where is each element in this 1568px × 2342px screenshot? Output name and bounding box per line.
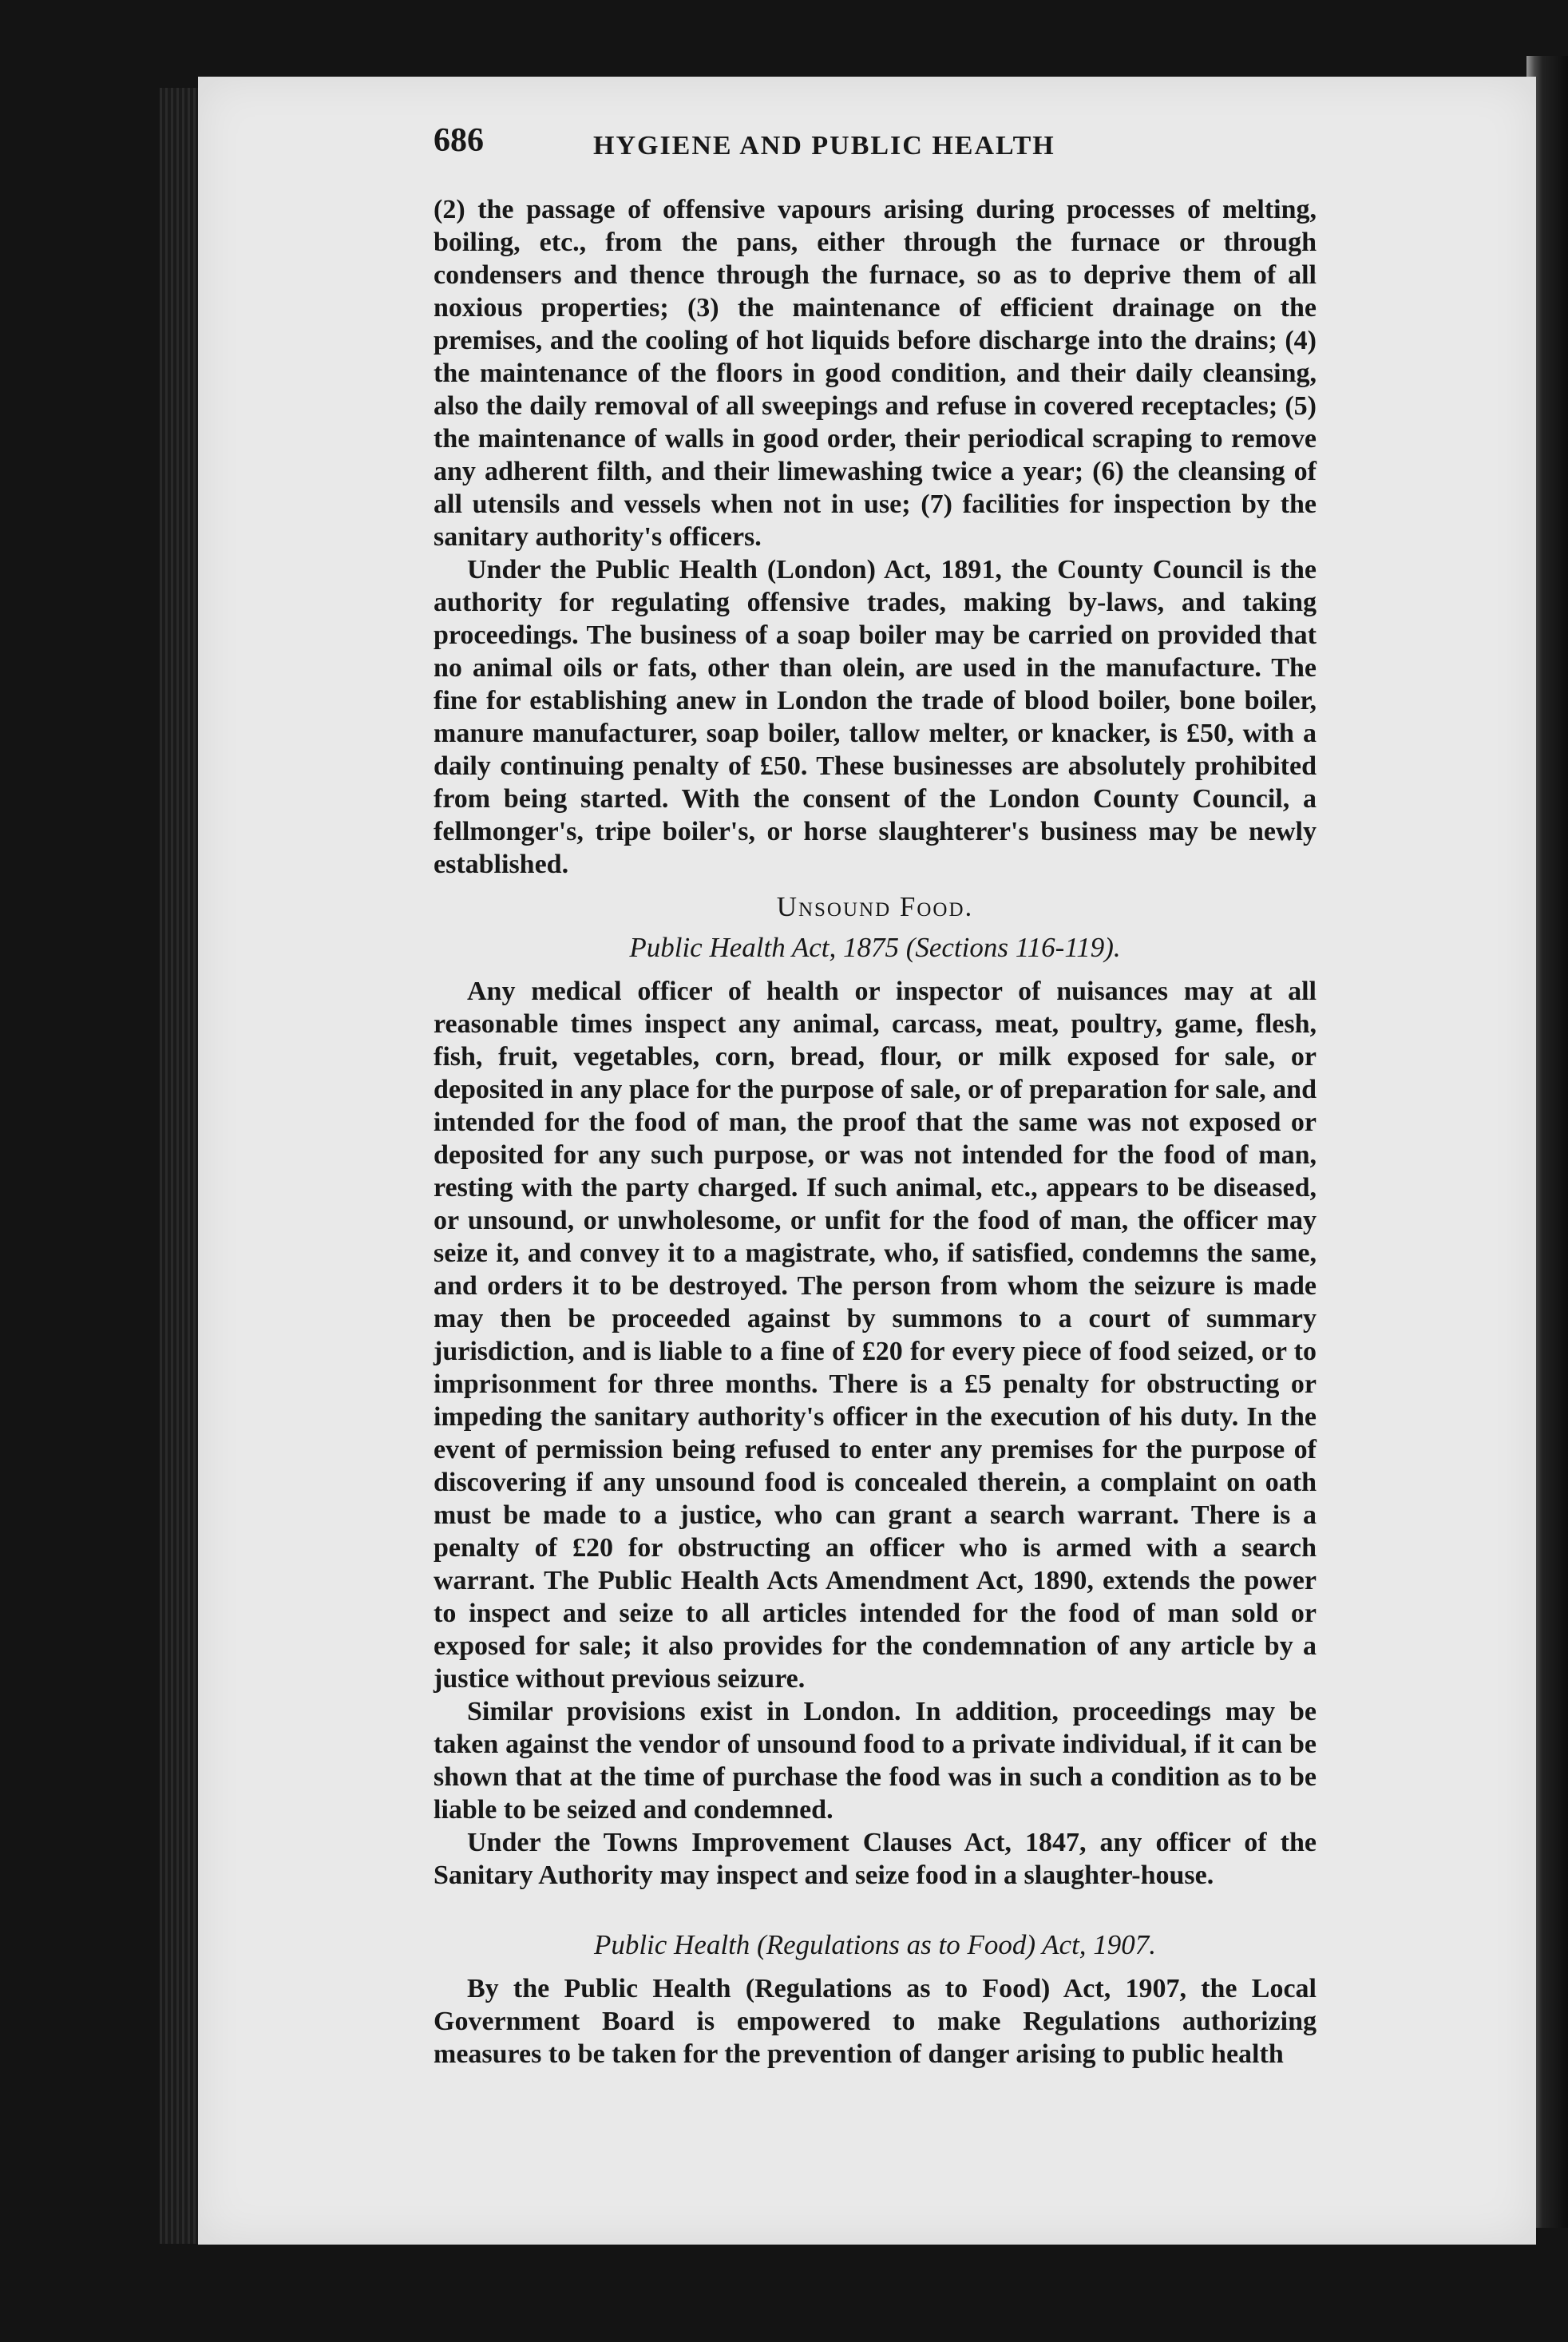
running-head: HYGIENE AND PUBLIC HEALTH (593, 131, 1055, 160)
paragraph-1: (2) the passage of offensive vapours arising during processes of melting, boiling, etc., from the pans, either through the furnace or through condensers and thence through the furnace, so as to deprive them of all noxious properties; (3) the maintenance of efficient drainage on the premises, and the cooling of hot liquids before discharge into the drains; (4) the maintenance of the floors in good condition, and their daily cleansing, also the daily removal of all sweepings and refuse in covered receptacles; (5) the maintenance of walls in good order, their periodical scraping to remove any adherent filth, and their limewashing twice a year; (6) the cleansing of all utensils and vessels when not in use; (7) facilities for inspection by the sanitary authority's officers. (434, 195, 1317, 552)
section-title: Unsound Food. (776, 891, 974, 922)
paragraph-4: Similar provisions exist in London. In addition, proceedings may be taken against the vendor of unsound food to a private individual, if it can be shown that at the time of purchase the food was in such a condition as to be liable to be seized and condemned. (434, 1697, 1317, 1825)
book-page (198, 77, 1536, 2245)
page-content (434, 122, 1317, 2071)
paragraph-6: By the Public Health (Regulations as to Food) Act, 1907, the Local Government Board is empowered to make Regulations authorizing measures to be taken for the prevention of danger arising to public health (434, 1974, 1317, 2069)
paragraph-2: Under the Public Health (London) Act, 1891, the County Council is the authority for regulating offensive trades, making by-laws, and taking proceedings. The business of a soap boiler may be carried on provided that no animal oils or fats, other than olein, are used in the manufacture. The fine for establishing anew in London the trade of blood boiler, bone boiler, manure manufacturer, soap boiler, tallow melter, or knacker, is £50, with a daily continuing penalty of £50. These businesses are absolutely prohibited from being started. With the consent of the London County Council, a fellmonger's, tripe boiler's, or horse slaughterer's business may be newly established. (434, 555, 1317, 879)
paragraph-5: Under the Towns Improvement Clauses Act, 1847, any officer of the Sanitary Authority may inspect and seize food in a slaughter-house. (434, 1828, 1317, 1890)
paragraph-3: Any medical officer of health or inspector of nuisances may at all reasonable times inspect any animal, carcass, meat, poultry, game, flesh, fish, fruit, vegetables, corn, bread, flour, or milk exposed for sale, or deposited in any place for the purpose of sale, or of preparation for sale, and intended for the food of man, the proof that the same was not exposed or deposited for any such purpose, or was not intended for the food of man, resting with the party charged. If such animal, etc., appears to be diseased, or unsound, or unwholesome, or unfit for the food of man, the officer may seize it, and convey it to a magistrate, who, if satisfied, condemns the same, and orders it to be destroyed. The person from whom the seizure is made may then be proceeded against by summons to a court of summary jurisdiction, and is liable to a fine of £20 for every piece of food seized, or to imprisonment for three months. There is a £5 penalty for obstructing or impeding the sanitary authority's officer in the execution of his duty. In the event of permission being refused to enter any premises for the purpose of discovering if any unsound food is concealed therein, a complaint on oath must be made to a justice, who can grant a search warrant. There is a penalty of £20 for obstructing an officer who is armed with a search warrant. The Public Health Acts Amendment Act, 1890, extends the power to inspect and seize to all articles intended for the food of man sold or exposed for sale; it also provides for the condemnation of any article by a justice without previous seizure. (434, 977, 1317, 1694)
subsection-title-2: Public Health (Regulations as to Food) Act, 1907. (593, 1929, 1157, 1960)
page-edges-left (160, 88, 200, 2244)
page-number: 686 (434, 122, 484, 159)
subsection-title-1: Public Health Act, 1875 (Sections 116-119). (629, 932, 1121, 963)
spacer (434, 1892, 1317, 1924)
page-header (434, 122, 1317, 193)
